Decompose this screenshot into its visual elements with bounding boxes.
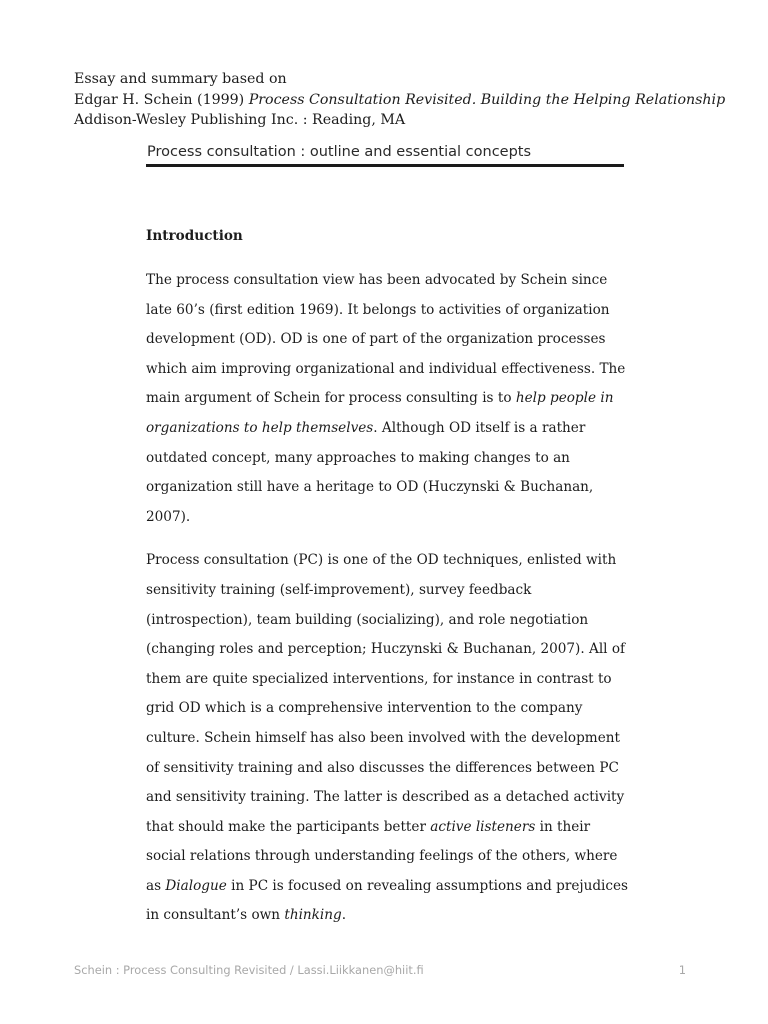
paragraph-2-emphasis-3: thinking [284,907,342,924]
header-line-2 [74,90,725,111]
header-book-title: Process Consultation Revisited. Building the Helping Relationship [248,91,726,108]
title-block [146,141,624,167]
header-line-1: Essay and summary based on [74,71,287,87]
paragraph-1-text-1: The process consultation view has been advocated by Schein since late 60’s (first edition 1969). It belongs to activities of organization development (OD). OD is one of part of the organization processes which aim improving organizational and individual effectiveness. The main argument of Schein for process consulting is to [146,272,626,407]
title-rule [146,164,624,167]
paragraph-1-emphasis-1: help people in organizations to help themselves [146,390,614,436]
page-number: 1 [678,963,686,977]
document-header [74,69,725,131]
paragraph-2-text-1: Process consultation (PC) is one of the OD techniques, enlisted with sensitivity training (self-improvement), survey feedback (introspection), team building (socializing), and role negotiation (changing roles and perception; Huczynski & Buchanan, 2007). All of them are quite specialized interventions, for instance in contrast to grid OD which is a comprehensive intervention to the company culture. Schein himself has also been involved with the development of sensitivity training and also discusses the differences between PC and sensitivity training. The latter is described as a detached activity that should make the participants better [146,552,626,835]
paragraph-2-text-2: in their social relations through understanding feelings of the others, where as [146,818,618,894]
paragraph-2-text-4: . [341,907,347,924]
footer-text: Schein : Process Consulting Revisited / Lassi.Liikkanen@hiit.fi [74,963,424,977]
document-body [146,226,631,931]
paragraph-2-text-3: in PC is focused on revealing assumptions and prejudices in consultant’s own [146,877,629,924]
header-author: Edgar H. Schein (1999) [74,91,249,108]
paragraph-1-text-2: . Although OD itself is a rather outdated concept, many approaches to making changes to an organization still have a heritage to OD (Huczynski & Buchanan, 2007). [146,419,594,525]
document-title: Process consultation : outline and essential concepts [147,144,532,160]
header-line-3: Addison-Wesley Publishing Inc. : Reading, MA [74,112,406,128]
section-heading: Introduction [146,228,243,244]
paragraph-2-emphasis-1: active listeners [430,818,536,835]
paragraph-1 [146,266,631,532]
paragraph-2 [146,546,631,931]
paragraph-2-emphasis-2: Dialogue [165,877,227,894]
